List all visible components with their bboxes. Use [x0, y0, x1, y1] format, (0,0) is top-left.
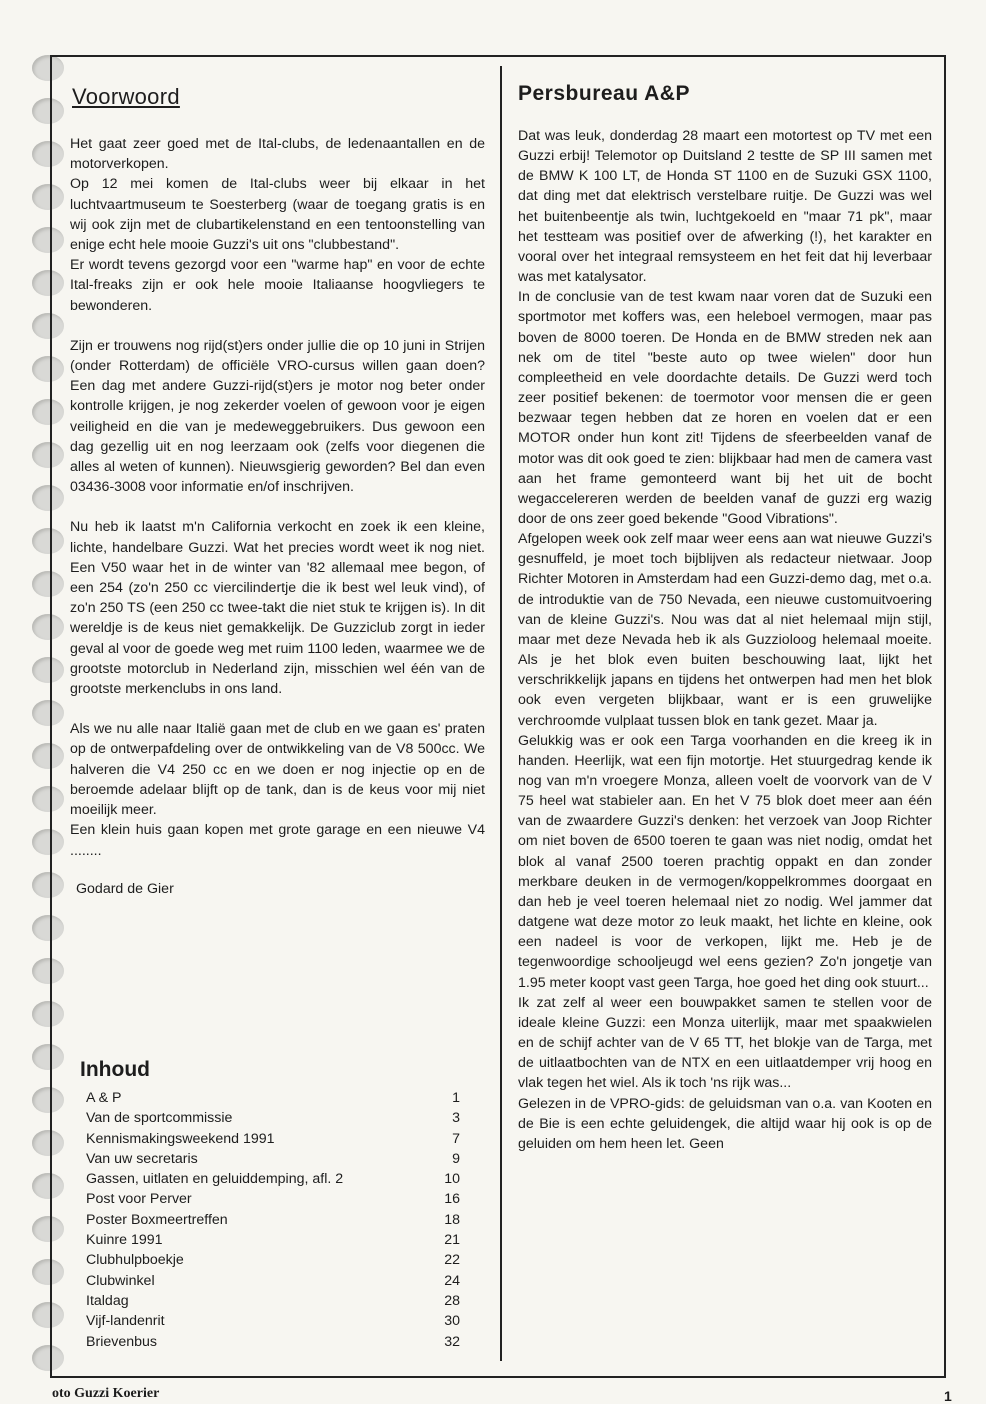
persbureau-paragraph: In de conclusie van de test kwam naar voren dat de Suzuki een sportmotor met koffers was, een heleboel vermogen, maar pas boven de 8000 toeren. De Honda en de BMW streden nek aan nek om de titel "beste auto op twee wielen" door hun compleetheid en vele doordachte details. De Guzzi werd toch zeer positief bekenen: de toermotor voor mensen die er geen bezwaar tegen hebben dat ze horen en voelen dat er een MOTOR onder hun kont zit! Tijdens de sfeerbeelden vanaf de motor was dit ook goed te zien: blijkbaar had men de camera vast aan het frame gemonteerd want bij het uit de bocht wegaccelereren werden de beelden vanaf de guzzi erg wazig door de ons zeer goed bekende "Good Vibrations". [518, 289, 932, 527]
toc-page: 28 [444, 1292, 460, 1309]
voorwoord-paragraph: Er wordt tevens gezorgd voor een "warme hap" en voor de echte Ital-freaks zijn er ook hele mooie Italiaanse hoogvliegers te bewonderen. [70, 257, 485, 314]
toc-label: Gassen, uitlaten en geluiddemping, afl. 2 [86, 1171, 344, 1188]
voorwoord-paragraph: Een klein huis gaan kopen met grote garage en een nieuwe V4 ........ [70, 822, 485, 859]
persbureau-paragraph: Gelukkig was er ook een Targa voorhanden en die kreeg ik in handen. Heerlijk, wat een fijn motortje. Het stuurgedrag kende ik nog van m'n vroegere Monza, alleen voelt de voorvork van de V 75 heel wat stabieler aan. En het V 75 blok doet meer aan één van de zwaardere Guzzi's denken: het verzoek van Joop Richter om niet boven de 6500 toeren te gaan was niet nodig, omdat het blok al vanaf 2500 toeren prachtig oppakt en dan zonder merkbare deuken in de vermogen/koppelkrommes doorgaat en dan heb je veel toeren helemaal niet zo nodig. Wel jammer dat datgene wat deze motor zo leuk maakt, het lichte en kleine, ook een nadeel is voor de verkopen, lijkt me. Heb je de tegenwoordige schooljeugd wel eens gezien? Zo'n jongetje van 1.95 meter koopt vast geen Targa, hoe goed het ding ook stuurt... [518, 732, 932, 991]
toc-row [80, 1149, 460, 1169]
toc-label: Van de sportcommissie [86, 1110, 233, 1127]
voorwoord-paragraph: Op 12 mei komen de Ital-clubs weer bij elkaar in het luchtvaartmuseum te Soesterberg (waar de toegang gratis is en wij ook zijn met de clubartikelenstand en een tentoonstelling van enige echt hele mooie Guzzi's uit ons "clubbestand". [70, 176, 485, 254]
toc-row [80, 1169, 460, 1189]
toc-page: 3 [452, 1110, 460, 1127]
toc-label: Poster Boxmeertreffen [86, 1211, 228, 1228]
page-number: 1 [944, 1388, 952, 1404]
persbureau-paragraph: Ik zat zelf al weer een bouwpakket samen te stellen voor de ideale kleine Guzzi: een Monza uiterlijk, maar met spaakwielen en de schijf achter van de V 65 TT, het blokje van de Targa, met de uitlaatbochten van de NTX en een uitlaatdemper vrij hoog en vlak tegen het wiel. Als ik toch 'ns rijk was... [518, 994, 932, 1092]
toc-page: 21 [444, 1232, 460, 1249]
persbureau-paragraph: Afgelopen week ook zelf maar weer eens aan wat nieuwe Guzzi's gesnuffeld, je moet toch bijblijven als redacteur nietwaar. Joop Richter Motoren in Amsterdam had een Guzzi-demo dag, met o.a. de introduktie van de 750 Nevada, een nieuwe customuitvoering van de kleine Guzzi's. Nou was dat al niet helemaal mijn stijl, maar met deze Nevada heb ik als Guzzioloog helemaal moeite. Als je het blok even buiten beschouwing laat, lijkt het verschrikkelijk japans en tijdens het ontwerpen had men het blok ook even vergeten blijkbaar, want er is een gruwelijke verchroomde vulplaat tussen blok en tank gezet. Maar ja. [518, 531, 932, 729]
toc-label: Kennismakingsweekend 1991 [86, 1130, 275, 1147]
voorwoord-column [70, 80, 485, 897]
persbureau-title: Persbureau A&P [518, 82, 690, 105]
voorwoord-paragraph: Zijn er trouwens nog rijd(st)ers onder jullie die op 10 juni in Strijen (onder Rotterdam) de officiële VRO-cursus willen gaan doen? Een dag met andere Guzzi-rijd(st)ers je motor nog beter onder kontrolle krijgen, je nog zekerder voelen of gewoon voor je eigen veiligheid en die van je medeweggebruikers. Dus gewoon een dag gezellig uit en nog leerzaam ook (zelfs voor diegenen die alles al weten of kunnen). Nieuwsgierig geworden? Bel dan even 03436-3008 voor informatie en/of inschrijven. [70, 337, 485, 496]
toc-label: Post voor Perver [86, 1191, 192, 1208]
voorwoord-paragraph: Het gaat zeer goed met de Ital-clubs, de ledenaantallen en de motorverkopen. [70, 136, 485, 173]
toc-page: 18 [444, 1211, 460, 1228]
toc-row [80, 1250, 460, 1270]
toc-title: Inhoud [80, 1058, 150, 1081]
column-divider [500, 66, 502, 1361]
persbureau-paragraph: Dat was leuk, donderdag 28 maart een motortest op TV met een Guzzi erbij! Telemotor op Duitsland 2 testte de SP III samen met de BMW K 100 LT, de Honda ST 1100 en de Suzuki GSX 1100, dat ding met dat elektrisch verstelbare ruitje. De Guzzi was wel het buitenbeentje als twin, luchtgekoeld en "maar 71 pk", maar het testteam was positief over de afwerking (!), het karakter en vooral over het integraal remsysteem en het feit dat hij leverbaar was met katalysator. [518, 128, 932, 286]
toc-page: 9 [452, 1150, 460, 1167]
persbureau-paragraph: Gelezen in de VPRO-gids: de geluidsman van o.a. van Kooten en de Bie is een echte geluidengek, die altijd waar hij ook is op de geluiden om hem heen let. Geen [518, 1095, 932, 1152]
toc-page: 10 [444, 1171, 460, 1188]
magazine-footer-title: oto Guzzi Koerier [52, 1386, 160, 1401]
toc-row [80, 1271, 460, 1291]
voorwoord-title: Voorwoord [72, 84, 180, 109]
toc-row [80, 1129, 460, 1149]
toc-page: 7 [452, 1130, 460, 1147]
toc-row [80, 1108, 460, 1128]
voorwoord-paragraph: Nu heb ik laatst m'n California verkocht en zoek ik een kleine, lichte, handelbare Guzzi. Wat het precies wordt weet ik nog niet. Een V50 waar het in de winter van '82 allemaal mee begon, of een 254 (zo'n 250 cc viercilindertje die ik best wel leuk vind), of zo'n 250 TS (een 250 cc twee-takt die niet stuk te krijgen is). In dit wereldje is de keus niet gemakkelijk. De Guzziclub zorgt in ieder geval al voor de goede weg met ruim 1100 leden, waarmee we de grootste motorclub in Nederland zijn, misschien wel één van de grootste merkenclubs in ons land. [70, 519, 485, 698]
toc-page: 30 [444, 1313, 460, 1330]
toc-label: Clubhulpboekje [86, 1252, 184, 1269]
toc-page: 24 [444, 1272, 460, 1289]
toc-row [80, 1210, 460, 1230]
toc-row [80, 1291, 460, 1311]
toc-row [80, 1189, 460, 1209]
toc-row [80, 1332, 460, 1352]
toc-label: Brievenbus [86, 1333, 157, 1350]
signature: Godard de Gier [76, 880, 174, 897]
toc-page: 22 [444, 1252, 460, 1269]
toc-page: 1 [452, 1090, 460, 1106]
voorwoord-paragraph: Als we nu alle naar Italië gaan met de club en we gaan es' praten op de ontwerpafdeling over de ontwikkeling van de V8 500cc. We halveren die V4 250 cc en we doen er nog injectie op en de beroemde adelaar blijft op de tank, dan is de keus voor mij niet moeilijk meer. [70, 721, 485, 819]
toc-row [80, 1311, 460, 1331]
toc-label: Clubwinkel [86, 1272, 155, 1289]
toc-row [80, 1088, 460, 1108]
toc-row [80, 1230, 460, 1250]
toc-page: 16 [444, 1191, 460, 1208]
toc-label: Van uw secretaris [86, 1150, 198, 1167]
toc-label: Vijf-landenrit [86, 1313, 165, 1330]
persbureau-column [518, 80, 932, 1154]
toc-page: 32 [444, 1333, 460, 1350]
toc-label: Kuinre 1991 [86, 1232, 163, 1249]
table-of-contents [80, 1058, 460, 1352]
toc-label: Italdag [86, 1292, 129, 1309]
toc-label: A & P [86, 1090, 122, 1106]
